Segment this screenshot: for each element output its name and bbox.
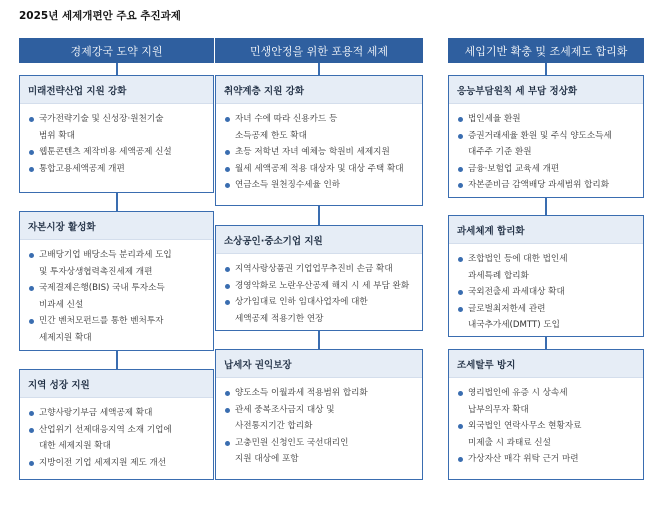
list-item: 가상자산 매각 위탁 근거 마련 bbox=[457, 451, 635, 468]
list-item: 영리법인에 유증 시 상속세 납부의무자 확대 bbox=[457, 385, 635, 418]
list-item: 국외전출세 과세대상 확대 bbox=[457, 284, 635, 301]
card-title: 응능부담원칙 세 부담 정상화 bbox=[449, 76, 643, 104]
card-taxpayer-rights bbox=[215, 349, 423, 480]
list-item: 조합법인 등에 대한 법인세 과세특례 합리화 bbox=[457, 251, 635, 284]
card-title: 자본시장 활성화 bbox=[20, 212, 213, 240]
item-list bbox=[20, 398, 213, 471]
item-list bbox=[449, 104, 643, 194]
list-item: 고충민원 신청인도 국선대리인 지원 대상에 포함 bbox=[224, 435, 414, 468]
list-item: 지방이전 기업 세제지원 제도 개선 bbox=[28, 455, 205, 472]
list-item: 법인세율 환원 bbox=[457, 111, 635, 128]
card-vulnerable-support bbox=[215, 75, 423, 206]
item-list bbox=[216, 104, 422, 194]
card-title: 미래전략산업 지원 강화 bbox=[20, 76, 213, 104]
card-regional-growth bbox=[19, 369, 214, 480]
item-list bbox=[216, 378, 422, 468]
connector-line bbox=[318, 331, 320, 349]
item-list bbox=[20, 240, 213, 346]
connector-line bbox=[116, 351, 118, 369]
connector-line bbox=[318, 63, 320, 75]
list-item: 자본준비금 감액배당 과세범위 합리화 bbox=[457, 177, 635, 194]
list-item: 경영악화로 노란우산공제 해지 시 세 부담 완화 bbox=[224, 278, 414, 295]
page-title: 2025년 세제개편안 주요 추진과제 bbox=[19, 10, 181, 22]
list-item: 금융·보험업 교육세 개편 bbox=[457, 161, 635, 178]
list-item: 초등 저학년 자녀 예체능 학원비 세제지원 bbox=[224, 144, 414, 161]
list-item: 상가임대료 인하 임대사업자에 대한 세액공제 적용기한 연장 bbox=[224, 294, 414, 327]
list-item: 지역사랑상품권 기업업무추진비 손금 확대 bbox=[224, 261, 414, 278]
connector-line bbox=[545, 198, 547, 215]
column-economy bbox=[19, 38, 214, 498]
card-burden-normalization bbox=[448, 75, 644, 198]
item-list bbox=[449, 378, 643, 468]
connector-line bbox=[318, 206, 320, 225]
list-item: 국가전략기술 및 신성장·원천기술 범위 확대 bbox=[28, 111, 205, 144]
list-item: 산업위기 선제대응지역 소재 기업에 대한 세제지원 확대 bbox=[28, 422, 205, 455]
connector-line bbox=[545, 337, 547, 349]
item-list bbox=[20, 104, 213, 177]
card-future-industry bbox=[19, 75, 214, 193]
item-list bbox=[216, 254, 422, 327]
column-revenue-base bbox=[448, 38, 644, 498]
list-item: 관세 중복조사금지 대상 및 사전통지기간 합리화 bbox=[224, 402, 414, 435]
column-header: 민생안정을 위한 포용적 세제 bbox=[215, 38, 423, 63]
card-capital-market bbox=[19, 211, 214, 351]
list-item: 연금소득 원천징수세율 인하 bbox=[224, 177, 414, 194]
list-item: 민간 벤처모펀드를 통한 벤처투자 세제지원 확대 bbox=[28, 313, 205, 346]
item-list bbox=[449, 244, 643, 334]
card-title: 소상공인·중소기업 지원 bbox=[216, 226, 422, 254]
card-tax-evasion bbox=[448, 349, 644, 480]
connector-line bbox=[116, 63, 118, 75]
list-item: 웹툰콘텐츠 제작비용 세액공제 신설 bbox=[28, 144, 205, 161]
list-item: 자녀 수에 따라 신용카드 등 소득공제 한도 확대 bbox=[224, 111, 414, 144]
card-title: 조세탈루 방지 bbox=[449, 350, 643, 378]
list-item: 통합고용세액공제 개편 bbox=[28, 161, 205, 178]
list-item: 양도소득 이월과세 적용범위 합리화 bbox=[224, 385, 414, 402]
list-item: 증권거래세율 환원 및 주식 양도소득세 대주주 기준 환원 bbox=[457, 128, 635, 161]
card-title: 지역 성장 지원 bbox=[20, 370, 213, 398]
list-item: 외국법인 연락사무소 현황자료 미제출 시 과태료 신설 bbox=[457, 418, 635, 451]
list-item: 고배당기업 배당소득 분리과세 도입 및 투자상생협력촉진세제 개편 bbox=[28, 247, 205, 280]
card-title: 납세자 권익보장 bbox=[216, 350, 422, 378]
card-tax-system bbox=[448, 215, 644, 337]
card-small-business bbox=[215, 225, 423, 331]
column-livelihood bbox=[215, 38, 423, 498]
connector-line bbox=[545, 63, 547, 75]
connector-line bbox=[116, 193, 118, 211]
column-header: 경제강국 도약 지원 bbox=[19, 38, 214, 63]
card-title: 취약계층 지원 강화 bbox=[216, 76, 422, 104]
card-title: 과세체계 합리화 bbox=[449, 216, 643, 244]
list-item: 고향사랑기부금 세액공제 확대 bbox=[28, 405, 205, 422]
list-item: 국제결제은행(BIS) 국내 투자소득 비과세 신설 bbox=[28, 280, 205, 313]
list-item: 월세 세액공제 적용 대상자 및 대상 주택 확대 bbox=[224, 161, 414, 178]
list-item: 글로벌최저한세 관련 내국추가세(DMTT) 도입 bbox=[457, 301, 635, 334]
column-header: 세입기반 확충 및 조세제도 합리화 bbox=[448, 38, 644, 63]
